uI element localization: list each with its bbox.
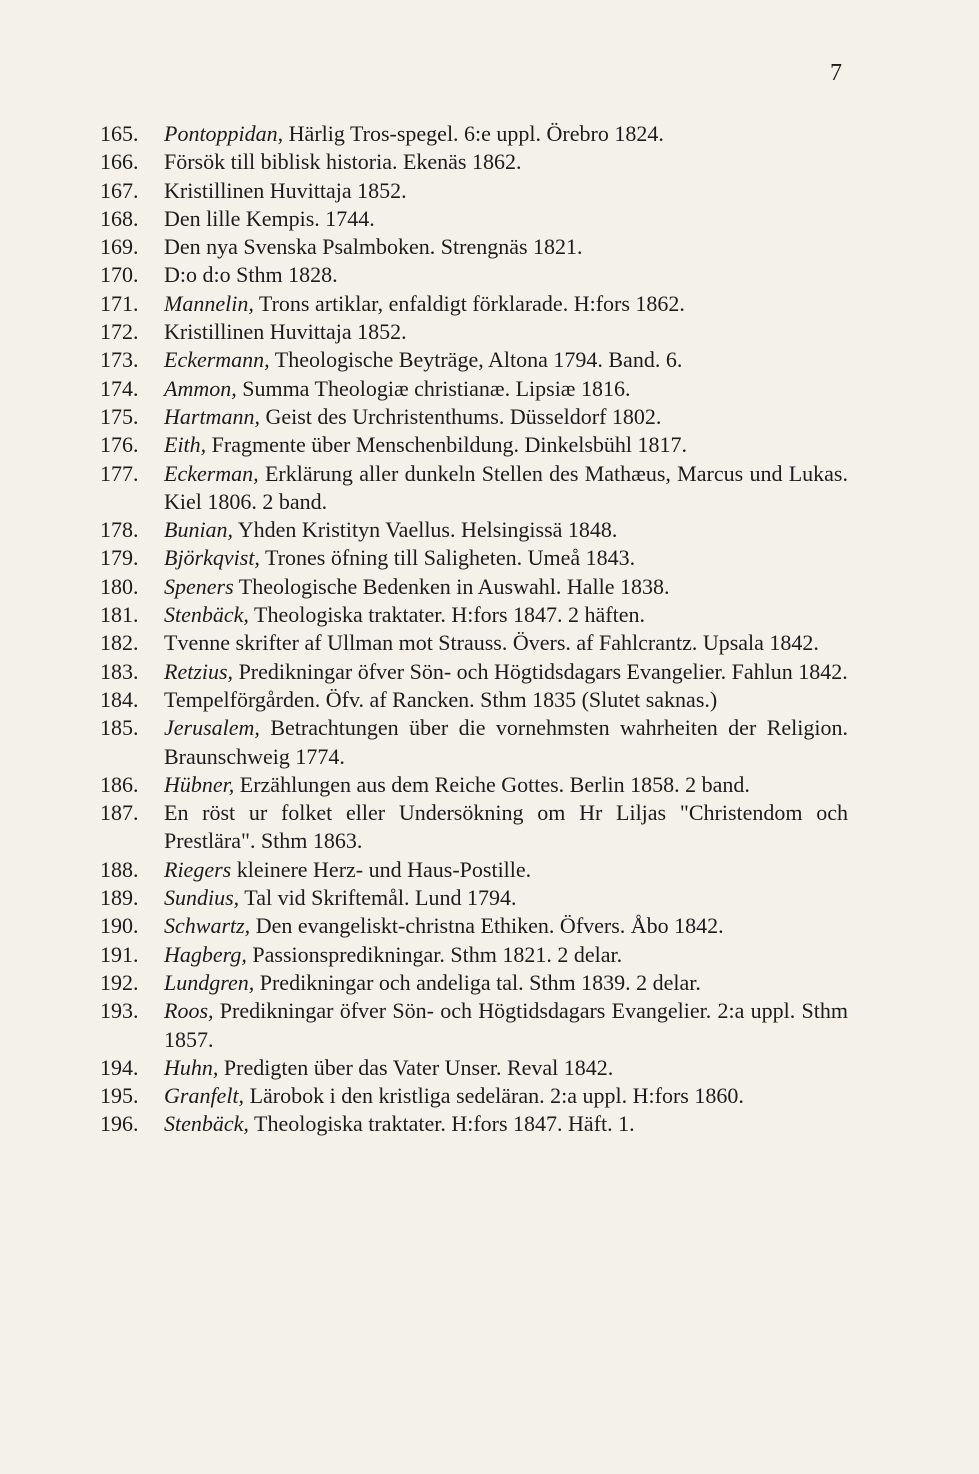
- catalog-entry: [100, 544, 848, 572]
- entry-description: Theologiska traktater. H:fors 1847. 2 häften.: [248, 602, 646, 628]
- entry-author: Hartmann,: [164, 403, 260, 429]
- entry-text: [164, 941, 848, 969]
- entry-text: [164, 516, 848, 544]
- entry-number: 174.: [100, 375, 139, 401]
- entry-description: Theologiska traktater. H:fors 1847. Häft. 1.: [248, 1111, 635, 1137]
- entry-author: Björkqvist,: [164, 545, 260, 571]
- entry-author: Retzius,: [164, 658, 234, 684]
- entry-author: Lundgren,: [164, 969, 255, 995]
- entry-description: Erklärung aller dunkeln Stellen des Mathæus, Marcus und Lukas. Kiel 1806. 2 band.: [164, 460, 848, 514]
- entry-description: Fragmente über Menschenbildung. Dinkelsbühl 1817.: [206, 432, 688, 458]
- entry-text: [164, 460, 848, 517]
- catalog-entry: [100, 884, 848, 912]
- entry-text: [164, 658, 848, 686]
- entry-author: Eith,: [164, 432, 207, 458]
- entry-number: 191.: [100, 941, 139, 967]
- entry-author: Pontoppidan,: [164, 121, 284, 146]
- entry-description: kleinere Herz- und Haus-Postille.: [231, 856, 532, 882]
- catalog-entry: [100, 573, 848, 601]
- entry-author: Bunian,: [164, 517, 234, 543]
- entry-description: D:o d:o Sthm 1828.: [164, 262, 338, 288]
- entry-author: Ammon,: [164, 375, 237, 401]
- entry-text: [164, 148, 848, 176]
- entry-text: [164, 290, 848, 318]
- entry-text: [164, 686, 848, 714]
- entry-number: 171.: [100, 290, 139, 316]
- entry-number: 182.: [100, 630, 139, 656]
- catalog-entry: [100, 403, 848, 431]
- entry-number: 170.: [100, 262, 139, 288]
- entry-number: 165.: [100, 121, 139, 146]
- entry-number: 184.: [100, 686, 139, 712]
- catalog-entry: [100, 346, 848, 374]
- entry-description: Predikningar öfver Sön- och Högtidsdagars Evangelier. 2:a uppl. Sthm 1857.: [164, 998, 848, 1052]
- catalog-entry: [100, 177, 848, 205]
- catalog-entry: [100, 856, 848, 884]
- entry-number: 188.: [100, 856, 139, 882]
- entry-description: Yhden Kristityn Vaellus. Helsingissä 1848.: [233, 517, 618, 543]
- entry-text: [164, 629, 848, 657]
- entry-text: [164, 771, 848, 799]
- entry-description: Kristillinen Huvittaja 1852.: [164, 319, 407, 345]
- entry-description: Summa Theologiæ christianæ. Lipsiæ 1816.: [236, 375, 631, 401]
- entry-author: Roos,: [164, 998, 214, 1024]
- entry-number: 192.: [100, 969, 139, 995]
- entry-author: Schwartz,: [164, 913, 251, 939]
- entry-text: [164, 1110, 848, 1138]
- entry-number: 176.: [100, 432, 139, 458]
- entry-author: Stenbäck,: [164, 602, 249, 628]
- entry-text: [164, 346, 848, 374]
- entry-number: 193.: [100, 998, 139, 1024]
- entry-description: Tvenne skrifter af Ullman mot Strauss. Övers. af Fahlcrantz. Upsala 1842.: [164, 630, 819, 656]
- catalog-entry: [100, 431, 848, 459]
- catalog-entry: [100, 1110, 848, 1138]
- catalog-entry: [100, 120, 848, 148]
- entry-number: 180.: [100, 573, 139, 599]
- entry-author: Mannelin,: [164, 290, 254, 316]
- entry-description: Erzählungen aus dem Reiche Gottes. Berlin 1858. 2 band.: [234, 771, 750, 797]
- entry-description: Kristillinen Huvittaja 1852.: [164, 177, 407, 203]
- entry-author: Eckerman,: [164, 460, 259, 486]
- entry-description: Passionspredikningar. Sthm 1821. 2 delar.: [246, 941, 623, 967]
- catalog-entry: [100, 799, 848, 856]
- catalog-entry: [100, 318, 848, 346]
- entry-number: 186.: [100, 771, 139, 797]
- entry-description: Den evangeliskt-christna Ethiken. Öfvers. Åbo 1842.: [250, 913, 724, 939]
- entry-number: 172.: [100, 319, 139, 345]
- entry-author: Hagberg,: [164, 941, 247, 967]
- entry-author: Granfelt,: [164, 1083, 245, 1109]
- entry-number: 187.: [100, 800, 139, 826]
- entry-description: Tal vid Skriftemål. Lund 1794.: [239, 885, 517, 911]
- entry-number: 194.: [100, 1054, 139, 1080]
- entry-number: 195.: [100, 1083, 139, 1109]
- entry-author: Eckermann,: [164, 347, 270, 373]
- catalog-entry: [100, 205, 848, 233]
- entry-description: Försök till biblisk historia. Ekenäs 1862.: [164, 149, 522, 175]
- entry-author: Speners: [164, 573, 234, 599]
- page-number: 7: [830, 60, 842, 86]
- entry-number: 168.: [100, 205, 139, 231]
- entry-description: Geist des Urchristenthums. Düsseldorf 1802.: [259, 403, 662, 429]
- entry-description: Theologische Bedenken in Auswahl. Halle 1838.: [233, 573, 670, 599]
- catalog-entry: [100, 997, 848, 1054]
- entry-description: Härlig Tros-spegel. 6:e uppl. Örebro 1824.: [283, 121, 664, 146]
- entry-text: [164, 120, 848, 148]
- entry-text: [164, 431, 848, 459]
- entry-description: Trons artiklar, enfaldigt förklarade. H:fors 1862.: [253, 290, 685, 316]
- catalog-entry: [100, 233, 848, 261]
- catalog-entry: [100, 941, 848, 969]
- catalog-entry: [100, 912, 848, 940]
- catalog-entry: [100, 714, 848, 771]
- entry-description: Den lille Kempis. 1744.: [164, 205, 375, 231]
- catalog-list: [100, 120, 848, 1139]
- catalog-entry: [100, 1082, 848, 1110]
- entry-number: 175.: [100, 403, 139, 429]
- entry-author: Hübner,: [164, 771, 235, 797]
- catalog-entry: [100, 686, 848, 714]
- entry-number: 185.: [100, 715, 139, 741]
- entry-description: Lärobok i den kristliga sedeläran. 2:a uppl. H:fors 1860.: [244, 1083, 744, 1109]
- entry-author: Riegers: [164, 856, 232, 882]
- entry-description: En röst ur folket eller Undersökning om Hr Liljas "Christendom och Prestlära". Sthm 1863.: [164, 800, 848, 854]
- entry-description: Predigten über das Vater Unser. Reval 1842.: [218, 1054, 614, 1080]
- catalog-entry: [100, 601, 848, 629]
- entry-number: 181.: [100, 602, 139, 628]
- entry-description: Predikningar och andeliga tal. Sthm 1839. 2 delar.: [254, 969, 701, 995]
- entry-text: [164, 1054, 848, 1082]
- entry-text: [164, 573, 848, 601]
- entry-number: 196.: [100, 1111, 139, 1137]
- entry-text: [164, 912, 848, 940]
- catalog-entry: [100, 261, 848, 289]
- entry-number: 178.: [100, 517, 139, 543]
- entry-text: [164, 884, 848, 912]
- entry-text: [164, 233, 848, 261]
- entry-author: Stenbäck,: [164, 1111, 249, 1137]
- entry-text: [164, 601, 848, 629]
- entry-description: Trones öfning till Saligheten. Umeå 1843.: [259, 545, 636, 571]
- catalog-entry: [100, 771, 848, 799]
- entry-text: [164, 1082, 848, 1110]
- entry-number: 190.: [100, 913, 139, 939]
- entry-author: Huhn,: [164, 1054, 219, 1080]
- entry-text: [164, 799, 848, 856]
- entry-number: 183.: [100, 658, 139, 684]
- entry-description: Den nya Svenska Psalmboken. Strengnäs 1821.: [164, 234, 583, 260]
- catalog-entry: [100, 969, 848, 997]
- entry-text: [164, 969, 848, 997]
- entry-description: Tempelförgården. Öfv. af Rancken. Sthm 1835 (Slutet saknas.): [164, 686, 718, 712]
- entry-description: Theologische Beyträge, Altona 1794. Band. 6.: [269, 347, 683, 373]
- entry-author: Sundius,: [164, 885, 240, 911]
- catalog-entry: [100, 629, 848, 657]
- entry-text: [164, 261, 848, 289]
- entry-text: [164, 403, 848, 431]
- catalog-entry: [100, 1054, 848, 1082]
- entry-description: Betrachtungen über die vornehmsten wahrheiten der Religion. Braunschweig 1774.: [164, 715, 848, 769]
- catalog-entry: [100, 516, 848, 544]
- catalog-entry: [100, 460, 848, 517]
- entry-text: [164, 997, 848, 1054]
- entry-text: [164, 375, 848, 403]
- entry-number: 189.: [100, 885, 139, 911]
- catalog-entry: [100, 375, 848, 403]
- entry-author: Jerusalem,: [164, 715, 260, 741]
- entry-number: 167.: [100, 177, 139, 203]
- entry-text: [164, 856, 848, 884]
- entry-text: [164, 714, 848, 771]
- entry-text: [164, 205, 848, 233]
- entry-number: 177.: [100, 460, 139, 486]
- entry-text: [164, 318, 848, 346]
- entry-description: Predikningar öfver Sön- och Högtidsdagars Evangelier. Fahlun 1842.: [233, 658, 848, 684]
- catalog-entry: [100, 290, 848, 318]
- entry-number: 166.: [100, 149, 139, 175]
- catalog-entry: [100, 148, 848, 176]
- entry-text: [164, 177, 848, 205]
- entry-number: 169.: [100, 234, 139, 260]
- entry-number: 179.: [100, 545, 139, 571]
- entry-text: [164, 544, 848, 572]
- catalog-entry: [100, 658, 848, 686]
- entry-number: 173.: [100, 347, 139, 373]
